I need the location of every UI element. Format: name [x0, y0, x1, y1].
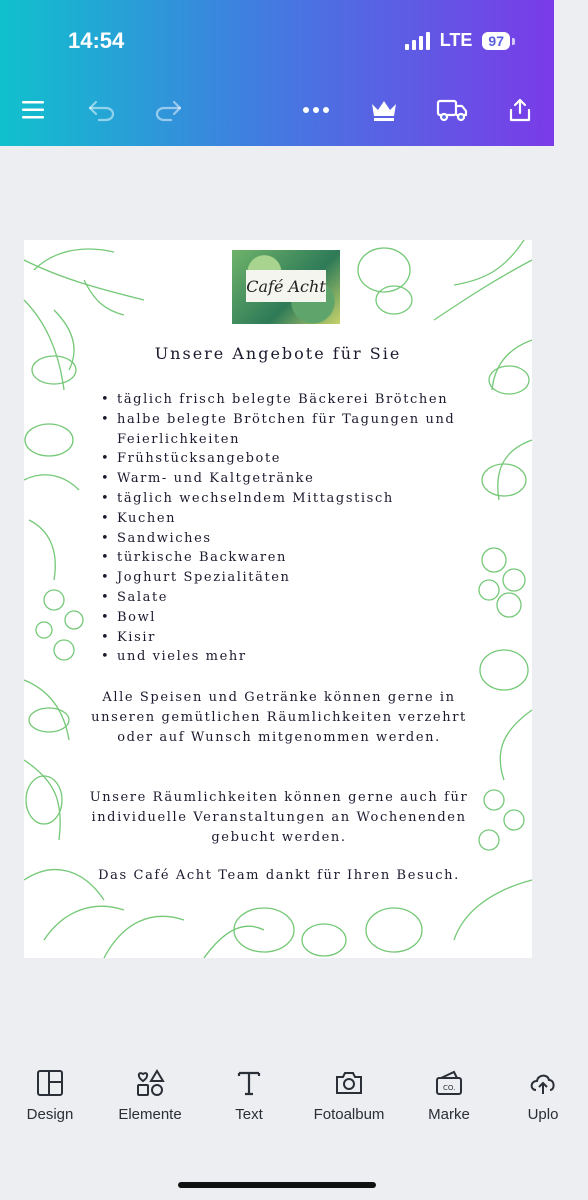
bottom-item-upload[interactable]: [498, 1068, 588, 1123]
bottom-item-text[interactable]: [204, 1068, 294, 1123]
undo-icon[interactable]: [82, 90, 122, 130]
offer-list[interactable]: [101, 390, 481, 667]
signal-icon: [405, 32, 430, 50]
truck-icon[interactable]: [432, 90, 472, 130]
offer-list-item: • Kisir: [101, 628, 481, 648]
offer-list-item: • halbe belegte Brötchen für Tagungen und Feierlichkeiten: [101, 410, 481, 450]
bottom-toolbar: [0, 1068, 559, 1148]
battery-icon: 97: [482, 32, 510, 50]
network-label: LTE: [439, 30, 473, 50]
text-icon: [234, 1068, 264, 1098]
bottom-item-fotoalbum[interactable]: [304, 1068, 394, 1123]
offer-list-item: • Frühstücksangebote: [101, 449, 481, 469]
bottom-item-marke[interactable]: [404, 1068, 494, 1123]
more-icon[interactable]: [296, 90, 336, 130]
cafe-logo-text: Café Acht: [246, 270, 326, 302]
redo-icon[interactable]: [148, 90, 188, 130]
camera-icon: [334, 1068, 364, 1098]
offer-list-item: • Sandwiches: [101, 529, 481, 549]
share-icon[interactable]: [500, 90, 540, 130]
offer-list-item: • Bowl: [101, 608, 481, 628]
bottom-item-label: Fotoalbum: [313, 1106, 385, 1123]
offer-list-item: • Warm- und Kaltgetränke: [101, 469, 481, 489]
bottom-item-label: Uplo: [527, 1106, 559, 1123]
brand-icon: [434, 1068, 464, 1098]
offer-list-item: • Kuchen: [101, 509, 481, 529]
paragraph-thanks[interactable]: Das Café Acht Team dankt für Ihren Besuch.: [98, 868, 460, 883]
offer-list-item: • und vieles mehr: [101, 647, 481, 667]
crown-icon[interactable]: [364, 90, 404, 130]
offer-list-item: • Joghurt Spezialitäten: [101, 568, 481, 588]
layout-icon: [35, 1068, 65, 1098]
design-heading[interactable]: Unsere Angebote für Sie: [154, 344, 402, 363]
bottom-item-label: Marke: [428, 1106, 470, 1123]
bottom-item-design[interactable]: [5, 1068, 95, 1123]
offer-list-item: • täglich wechselndem Mittagstisch: [101, 489, 481, 509]
status-indicators: [405, 30, 510, 51]
design-page[interactable]: [24, 240, 532, 958]
offer-list-item: • Salate: [101, 588, 481, 608]
shapes-icon: [135, 1068, 165, 1098]
paragraph-takeaway[interactable]: Alle Speisen und Getränke können gerne in unseren gemütlichen Räumlichkeiten verzehrt oder auf Wunsch mitgenommen werden.: [91, 690, 467, 745]
upload-icon: [528, 1068, 558, 1098]
bottom-item-label: Design: [26, 1106, 74, 1123]
cafe-logo: [232, 250, 340, 324]
offer-list-item: • türkische Backwaren: [101, 548, 481, 568]
svg-text:CO.: CO.: [443, 1084, 456, 1092]
home-indicator: [178, 1182, 376, 1188]
bottom-item-elemente[interactable]: [105, 1068, 195, 1123]
offer-list-item: • täglich frisch belegte Bäckerei Brötchen: [101, 390, 481, 410]
app-header: [0, 0, 554, 146]
bottom-item-label: Elemente: [118, 1106, 182, 1123]
menu-icon[interactable]: [14, 90, 54, 130]
paragraph-events[interactable]: Unsere Räumlichkeiten können gerne auch für individuelle Veranstaltungen an Wochenenden gebucht werden.: [89, 790, 469, 845]
bottom-item-label: Text: [235, 1106, 263, 1123]
status-time: 14:54: [68, 28, 125, 53]
editor-toolbar: [0, 90, 554, 134]
